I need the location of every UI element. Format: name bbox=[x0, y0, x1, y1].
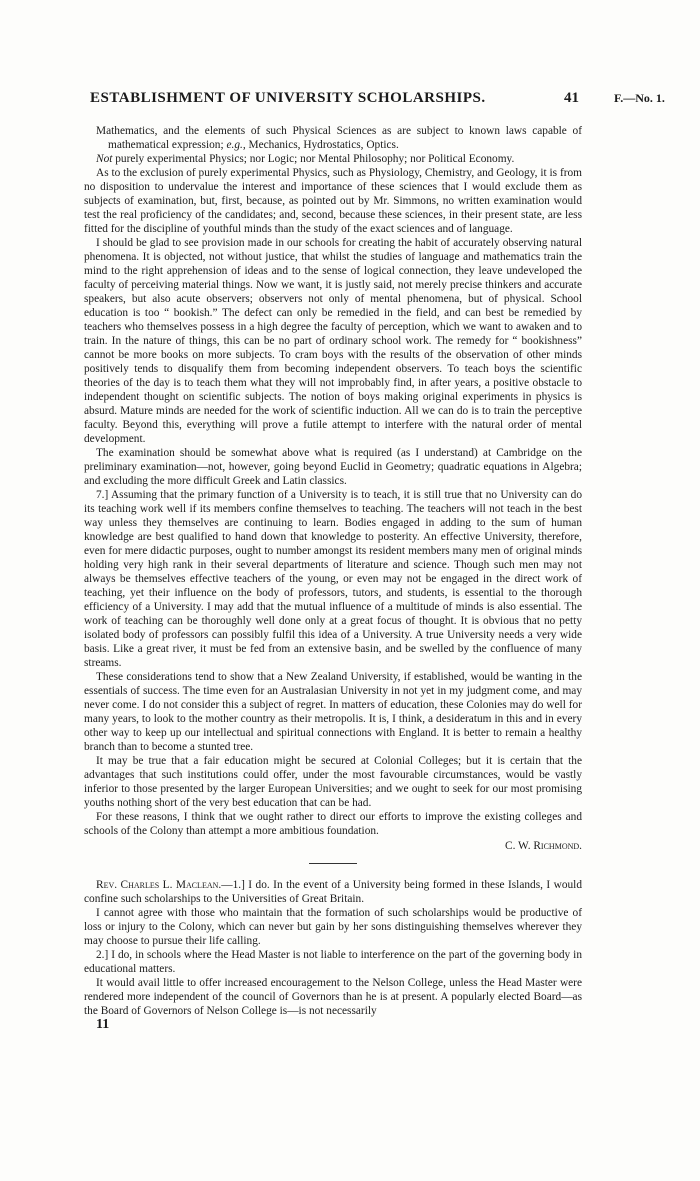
paper-reference: F.—No. 1. bbox=[614, 91, 665, 105]
paragraph-text: Mathematics, and the elements of such Physical Sciences as are subject to known laws capable of mathematical expression; bbox=[96, 125, 582, 151]
paragraph: 2.] I do, in schools where the Head Master is not liable to interference on the part of the governing body in educational matters. bbox=[84, 949, 582, 975]
paragraph: The examination should be somewhat above what is required (as I understand) at Cambridge on the preliminary examination—not, however, going beyond Euclid in Geometry; quadratic equations in Algebra; and excluding the more difficult Greek and Latin classics. bbox=[84, 447, 582, 487]
paragraph: As to the exclusion of purely experimental Physics, such as Physiology, Chemistry, and Geology, it is from no disposition to undervalue the interest and importance of these sciences that I would exclude them as subjects of examination, but, first, because, as pointed out by Mr. Simmons, no written examination would test the real proficiency of the candidates; and, second, because these sciences, in their present state, are less fitted for the discipline of youthful minds than the study of the exact sciences and of language. bbox=[84, 167, 582, 235]
author-signature: C. W. Richmond. bbox=[505, 840, 582, 852]
paragraph: 7.] Assuming that the primary function of a University is to teach, it is still true that no University can do its teaching work well if its members confine themselves to teaching. The teachers will not teach in the best way unless they themselves are continuing to learn. Bodies engaged in adding to the sum of human knowledge are best qualified to hand down that knowledge to posterity. An effective University, therefore, even for mere didactic purposes, ought to number amongst its resident members many men of original minds holding very high rank in their several departments of literature and science. Though such men may not always be themselves effective teachers of the young, or even may not be engaged in the direct work of teaching, yet their influence on the body of professors, tutors, and students, is essential to the thorough efficiency of a University. I may add that the mutual influence of a multitude of minds is also essential. The work of teaching can be thoroughly well done only at a great focus of thought. It is obvious that no petty isolated body of professors can possibly fulfil this idea of a University. A true University needs a very wide basis. Like a great river, it must be fed from an extensive basin, and be swelled by the confluence of many streams. bbox=[84, 489, 582, 669]
section-divider bbox=[309, 863, 357, 864]
italic-text: e.g., bbox=[226, 139, 246, 151]
running-title: ESTABLISHMENT OF UNIVERSITY SCHOLARSHIPS. bbox=[90, 90, 486, 106]
page-number: 41 bbox=[564, 90, 579, 106]
italic-text: Not bbox=[96, 153, 113, 165]
paragraph bbox=[84, 124, 582, 152]
paragraph bbox=[84, 152, 582, 166]
printer-signature-mark: 11 bbox=[96, 1017, 110, 1032]
paragraph-text: —1.] I do. In the event of a University being formed in these Islands, I would confine such scholarships to the Universities of Great Britain. bbox=[84, 879, 583, 905]
document-body bbox=[84, 124, 582, 1032]
paragraph: I cannot agree with those who maintain that the formation of such scholarships would be productive of loss or injury to the Colony, which can never but gain by her sons distinguishing themselves wherever they may choose to pursue their life calling. bbox=[84, 907, 582, 947]
paragraph: These considerations tend to show that a New Zealand University, if established, would be wanting in the essentials of success. The time even for an Australasian University in not yet in my judgment come, and may never come. I do not consider this a subject of regret. In matters of education, these Colonies may do well for many years, to look to the mother country as their metropolis. It is, I think, a desideratum in this and in every other way to keep up our intellectual and spiritual connections with England. It is better to remain a healthy branch than to become a stunted tree. bbox=[84, 671, 582, 753]
page-header bbox=[84, 90, 688, 110]
paragraph: I should be glad to see provision made in our schools for creating the habit of accurately observing natural phenomena. It is objected, not without justice, that whilst the studies of language and mathematics train the mind to the right apprehension of ideas and to the sense of logical connection, they leave undeveloped the faculty of perceiving material things. Now we want, it is justly said, not merely precise thinkers and accurate speakers, but also acute observers; observers not only of mental phenomena, but of physical. School education is too “ bookish.” The defect can only be remedied in the field, and can best be remedied by teachers who themselves possess in a high degree the faculty of perception, which we want to awaken and to train. In the nature of things, this can be no part of ordinary school work. The remedy for “ bookishness” cannot be more books on more subjects. To cram boys with the results of the observation of other minds positively tends to disqualify them from becoming independent observers. To teach boys the scientific theories of the day is to teach them what they will not improbably find, in after years, a positive obstacle to independent thought on scientific subjects. The notion of boys making original experiments in physics is absurd. Mature minds are needed for the work of scientific induction. All we can do is to train the perceptive faculty. Beyond this, everything will prove a futile attempt to interfere with the natural order of mental development. bbox=[84, 237, 582, 445]
speaker-name: Rev. Charles L. Maclean. bbox=[96, 879, 222, 891]
paragraph-text: Mechanics, Hydrostatics, Optics. bbox=[248, 139, 399, 151]
paragraph: For these reasons, I think that we ought rather to direct our efforts to improve the existing colleges and schools of the Colony than attempt a more ambitious foundation. bbox=[84, 811, 582, 837]
paragraph bbox=[84, 878, 582, 906]
paragraph: It may be true that a fair education might be secured at Colonial Colleges; but it is certain that the advantages that such institutions could offer, under the most favourable circumstances, would be vastly inferior to those presented by the larger European Universities; and we ought to seek for our most promising youths nothing short of the very best education that can be had. bbox=[84, 755, 582, 809]
paragraph: It would avail little to offer increased encouragement to the Nelson College, unless the Head Master were rendered more independent of the council of Governors than he is at present. A popularly elected Board—as the Board of Governors of Nelson College is—is not necessarily bbox=[84, 977, 582, 1017]
paragraph-text: purely experimental Physics; nor Logic; nor Mental Philosophy; nor Political Economy. bbox=[115, 153, 515, 165]
